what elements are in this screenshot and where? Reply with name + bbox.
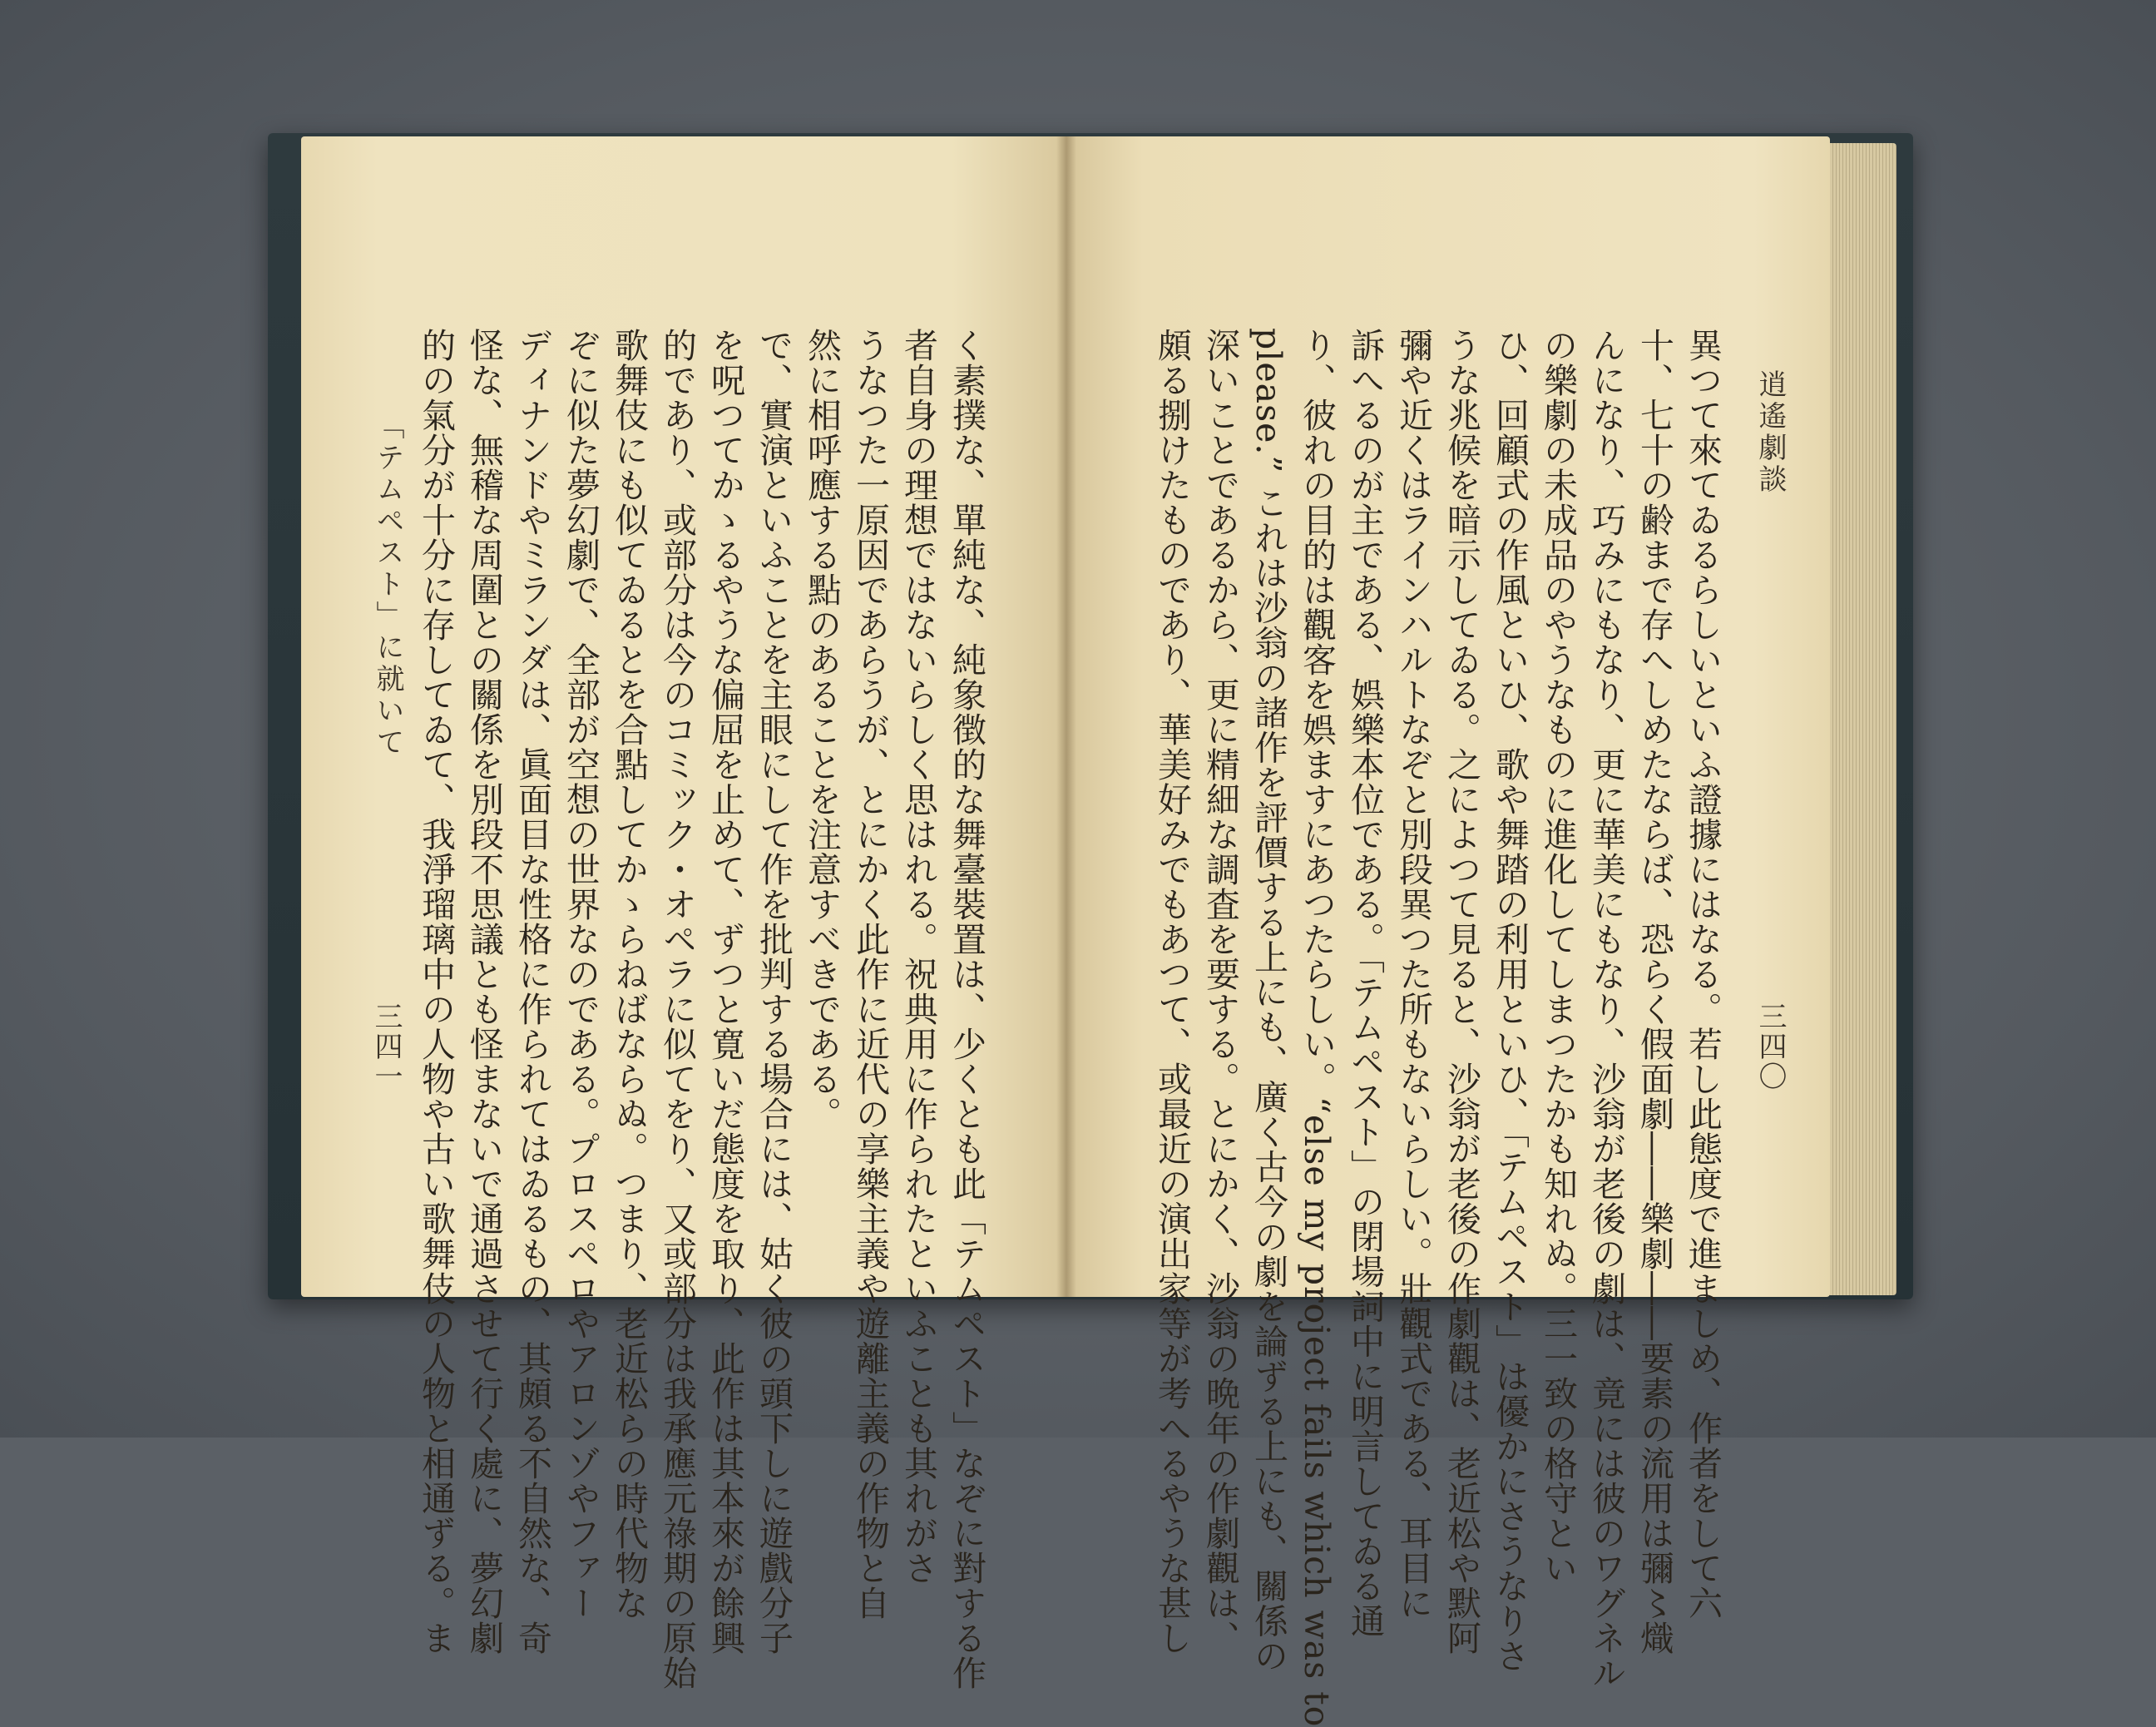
text-column: く素撲な、單純な、純象徴的な舞臺裝置は、少くとも此「テムペスト」なぞに對する作 [947,328,987,1690]
text-column: ひ、回顧式の作風といひ、歌や舞踏の利用といひ、「テムペスト」は優かにさうなりさ [1490,328,1530,1674]
book-gutter [1056,136,1076,1297]
right-running-head: 逍遙劇談 [1753,369,1787,496]
text-column: ぞに似た夢幻劇で、全部が空想の世界なのである。プロスペロやアロンゾやファー [561,328,601,1621]
text-column: り、彼れの目的は觀客を娯ますにあつたらしい。“else my project fails which was to [1297,328,1337,1727]
text-column: 訴へるのが主である、娯樂本位である。「テムペスト」の閉場詞中に明言してゐる通 [1345,328,1385,1639]
text-column: 異つて來てゐるらしいといふ證據にはなる。若し此態度で進ましめ、作者をして六 [1683,328,1723,1621]
text-column: を呪つてかゝるやうな偏屈を止めて、ずつと寛いだ態度を取り、此作は其本來が餘興 [705,328,745,1655]
left-page-number: 三四一 [369,1002,403,1091]
text-column: で、實演といふことを主眼にして作を批判する場合には、姑く彼の頭下しに遊戲分子 [754,328,794,1655]
page-edges [1820,143,1896,1295]
text-column: 十、七十の齢まで存へしめたならば、恐らく假面劇――樂劇――要素の流用は彌〻熾 [1634,328,1674,1655]
text-column: 頗る捌けたものであり、華美好みでもあつて、或最近の演出家等が考へるやうな甚し [1152,328,1192,1655]
text-column: 的の氣分が十分に存してゐて、我淨瑠璃中の人物や古い歌舞伎の人物と相通ずる。ま [416,328,456,1655]
text-column: 然に相呼應する點のあることを注意すべきである。 [802,328,842,1131]
text-column: うな兆候を暗示してゐる。之によつて見ると、沙翁が老後の作劇觀は、老近松や默阿 [1441,328,1481,1655]
text-column: 的であり、或部分は今のコミック・オペラに似てをり、又或部分は我承應元祿期の原始 [657,328,697,1690]
left-page [301,136,1066,1690]
text-column: んになり、巧みにもなり、更に華美にもなり、沙翁が老後の劇は、竟には彼のワグネル [1586,328,1626,1690]
text-column: 者自身の理想ではないらしく思はれる。祝典用に作られたといふことも其れがさ [898,328,938,1586]
left-text-block [401,328,987,1690]
left-running-head: 「テムペスト」に就いて [371,411,404,759]
text-column: please.” これは沙翁の諸作を評價する上にも、廣く古今の劇を論ずる上にも、關係の [1249,328,1288,1674]
text-column: うなつた一原因であらうが、とにかく此作に近代の享樂主義や遊離主義の作物と自 [850,328,890,1621]
right-page-number: 三四〇 [1753,1002,1787,1091]
right-text-block [1137,328,1723,1727]
text-column: 深いことであるから、更に精細な調査を要する。とにかく、沙翁の晩年の作劇觀は、 [1200,328,1240,1655]
text-column: の樂劇の未成品のやうなものに進化してしまつたかも知れぬ。三一致の格守とい [1538,328,1578,1586]
text-column: 歌舞伎にも似てゐるとを合點してかゝらねばならぬ。つまり、老近松らの時代物な [609,328,649,1621]
text-column: 彌や近くはラインハルトなぞと別段異つた所もないらしい。壯觀式である、耳目に [1393,328,1433,1621]
text-column: 怪な、無稽な周圍との關係を別段不思議とも怪まないで通過させて行く處に、夢幻劇 [464,328,504,1655]
right-page [1066,136,1830,1727]
text-column: ディナンドやミランダは、眞面目な性格に作られてはゐるもの、其頗る不自然な、奇 [512,328,552,1655]
